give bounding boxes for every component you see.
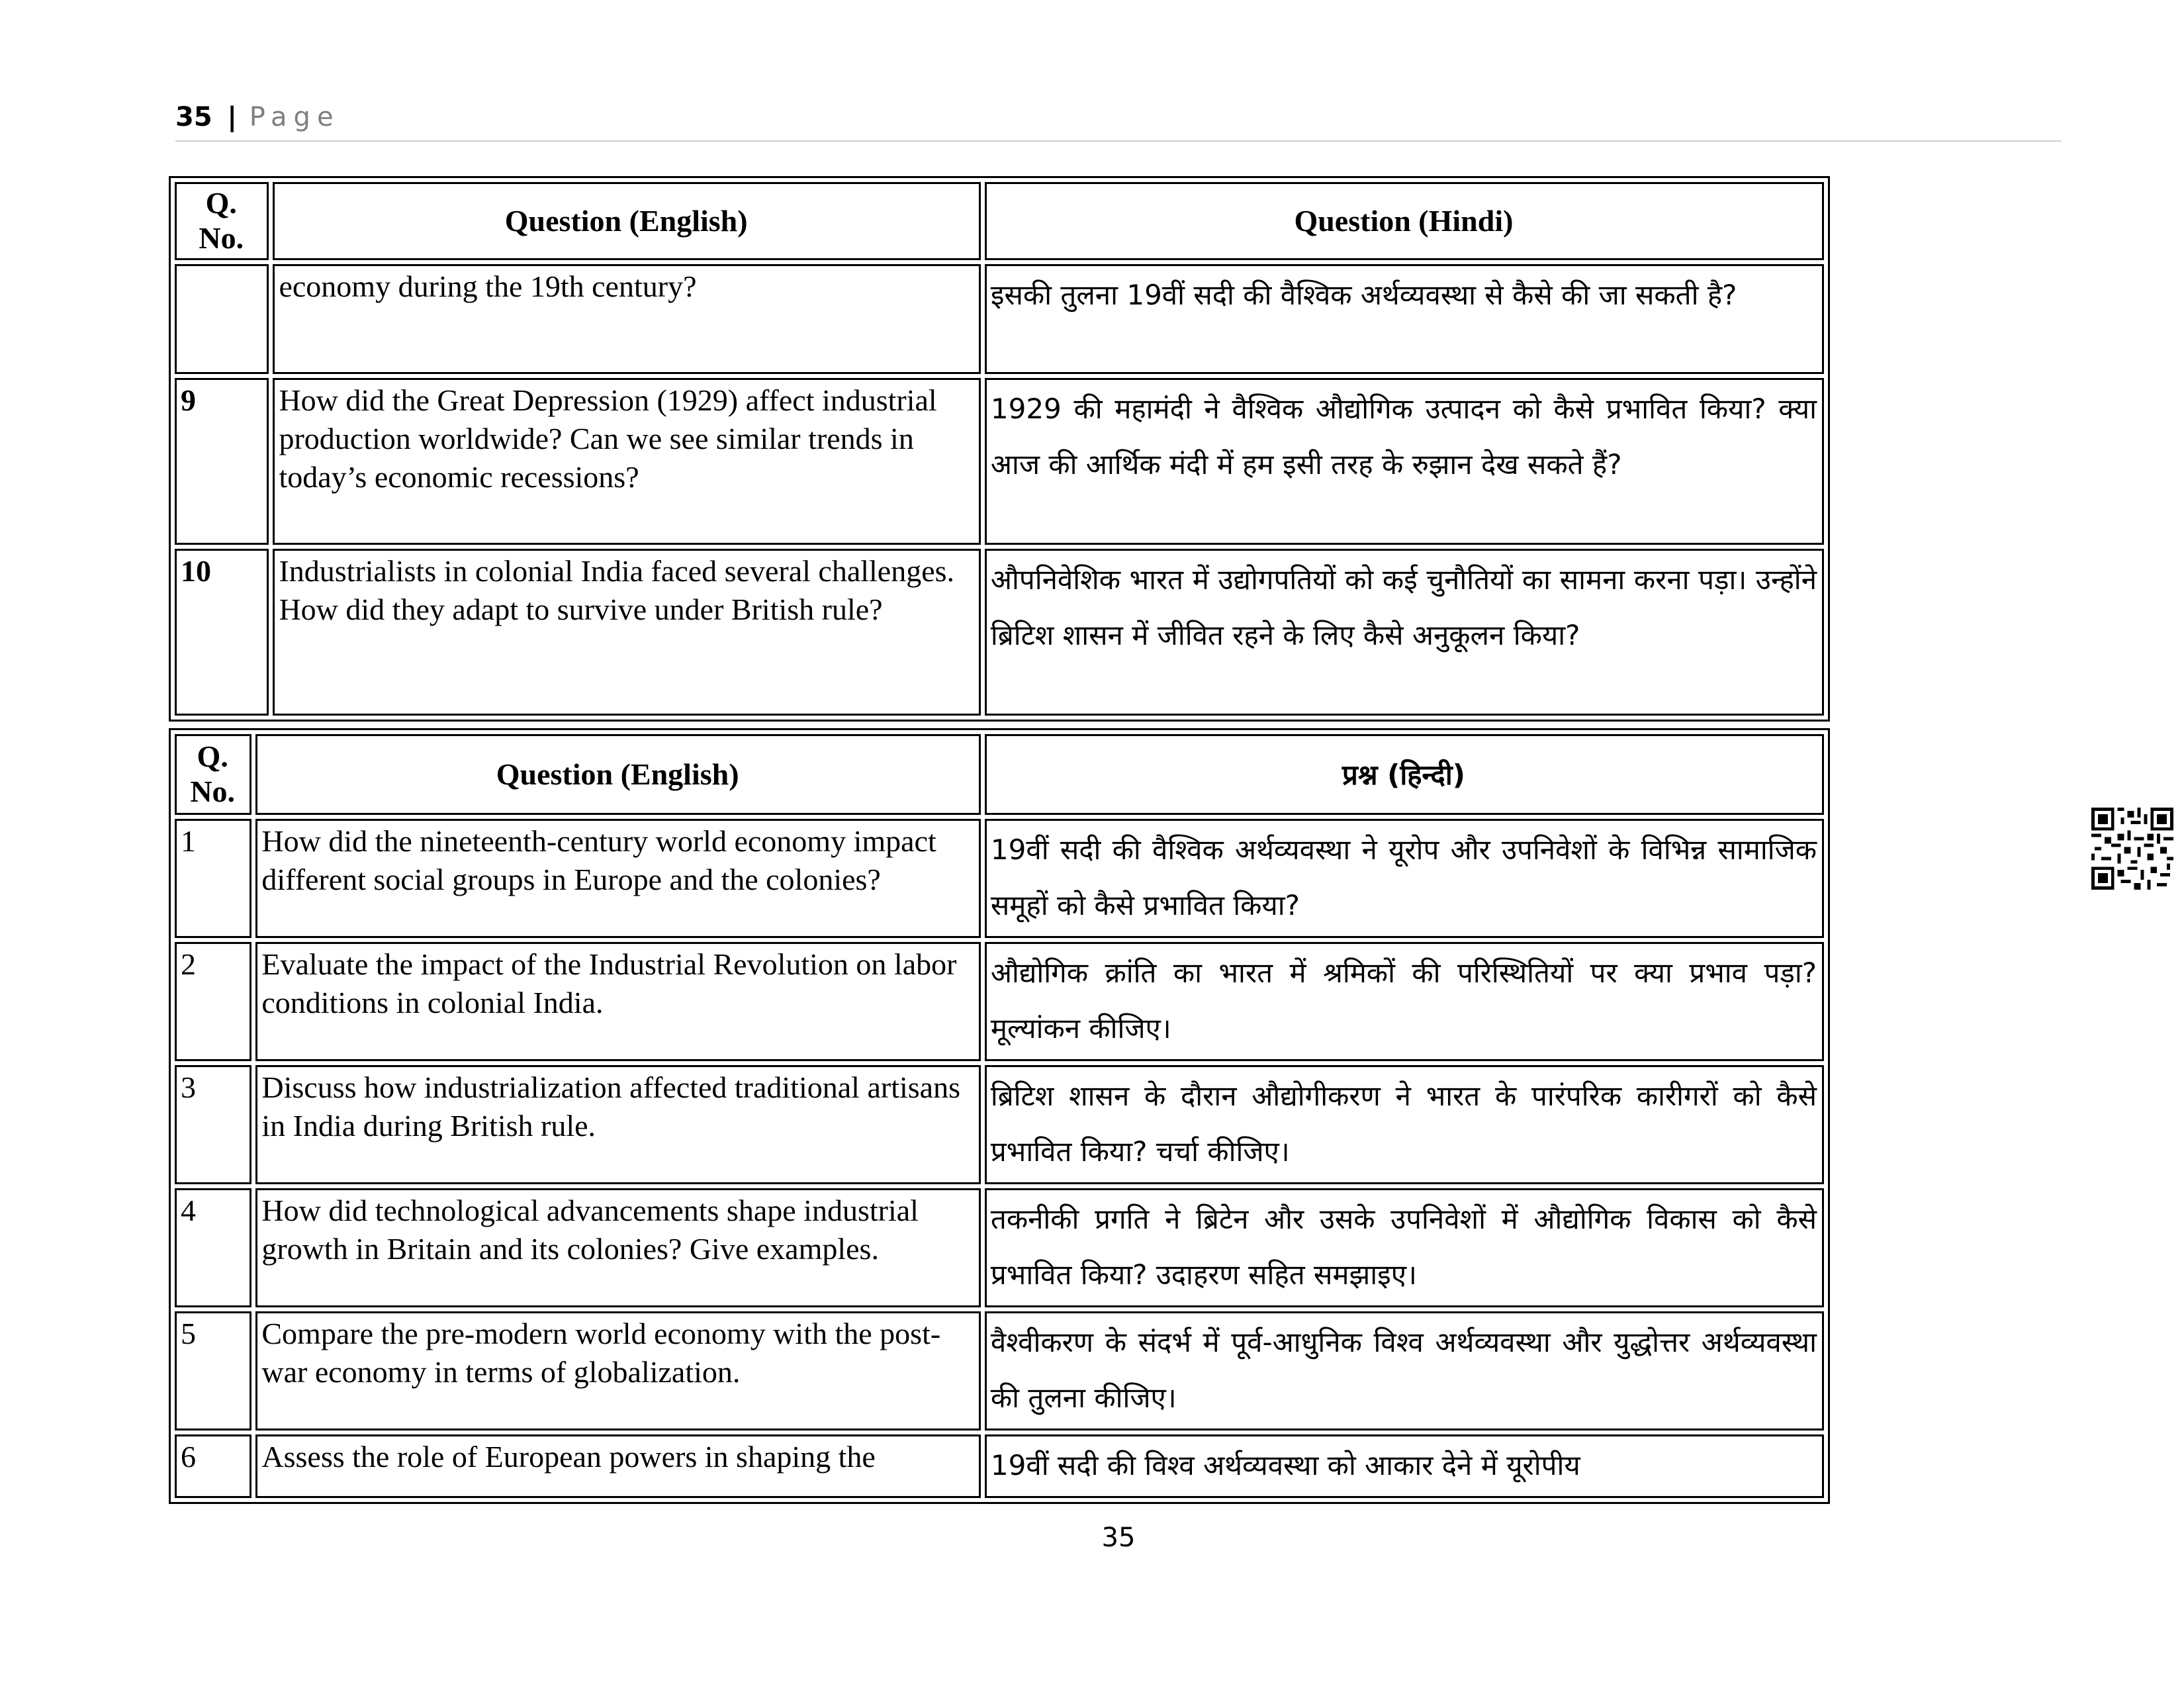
table-row: [175, 942, 1824, 1061]
question-hindi: तकनीकी प्रगति ने ब्रिटेन और उसके उपनिवेशों में औद्योगिक विकास को कैसे प्रभावित किया? उदाहरण सहित समझाइए।: [985, 1188, 1824, 1307]
header-qno: Q. No.: [175, 182, 269, 260]
page-footer-number: 35: [1101, 1523, 1136, 1553]
table-row: [175, 264, 1824, 374]
header-page-word: Page: [249, 102, 340, 132]
question-hindi: औद्योगिक क्रांति का भारत में श्रमिकों की परिस्थितियों पर क्या प्रभाव पड़ा? मूल्यांकन कीजिए।: [985, 942, 1824, 1061]
question-english: Compare the pre-modern world economy with the post-war economy in terms of globalization.: [255, 1311, 981, 1430]
table-row: [175, 549, 1824, 716]
header-question-english: Question (English): [273, 182, 980, 260]
table-row: [175, 1065, 1824, 1184]
header-question-hindi: Question (Hindi): [985, 182, 1824, 260]
question-number: 6: [175, 1434, 251, 1498]
question-number: 2: [175, 942, 251, 1061]
question-english: Evaluate the impact of the Industrial Revolution on labor conditions in colonial India.: [255, 942, 981, 1061]
header-question-english: Question (English): [255, 734, 981, 815]
question-table: [169, 728, 1830, 1504]
question-number: [175, 264, 269, 374]
question-english: Discuss how industrialization affected traditional artisans in India during British rule.: [255, 1065, 981, 1184]
question-hindi: 19वीं सदी की वैश्विक अर्थव्यवस्था ने यूरोप और उपनिवेशों के विभिन्न सामाजिक समूहों को कैसे प्रभावित किया?: [985, 819, 1824, 938]
question-number: 10: [175, 549, 269, 716]
qr-code: [2091, 808, 2173, 890]
question-english: Industrialists in colonial India faced several challenges. How did they adapt to survive under British rule?: [273, 549, 980, 716]
question-hindi: 1929 की महामंदी ने वैश्विक औद्योगिक उत्पादन को कैसे प्रभावित किया? क्या आज की आर्थिक मंदी में हम इसी तरह के रुझान देख सकते हैं?: [985, 378, 1824, 545]
page-header: [175, 98, 2062, 142]
header-separator: |: [227, 102, 237, 132]
table-header-row: [175, 734, 1824, 815]
question-hindi: औपनिवेशिक भारत में उद्योगपतियों को कई चुनौतियों का सामना करना पड़ा। उन्होंने ब्रिटिश शासन में जीवित रहने के लिए कैसे अनुकूलन किया?: [985, 549, 1824, 716]
question-english: Assess the role of European powers in shaping the: [255, 1434, 981, 1498]
question-english: How did technological advancements shape industrial growth in Britain and its colonies? Give examples.: [255, 1188, 981, 1307]
table-row: [175, 1311, 1824, 1430]
question-english: How did the Great Depression (1929) affect industrial production worldwide? Can we see similar trends in today’s economic recessions?: [273, 378, 980, 545]
question-english: How did the nineteenth-century world economy impact different social groups in Europe and the colonies?: [255, 819, 981, 938]
question-hindi: ब्रिटिश शासन के दौरान औद्योगीकरण ने भारत के पारंपरिक कारीगरों को कैसे प्रभावित किया? चर्चा कीजिए।: [985, 1065, 1824, 1184]
question-hindi: 19वीं सदी की विश्व अर्थव्यवस्था को आकार देने में यूरोपीय: [985, 1434, 1824, 1498]
table-row: [175, 378, 1824, 545]
table-row: [175, 1188, 1824, 1307]
table-row: [175, 819, 1824, 938]
question-number: 4: [175, 1188, 251, 1307]
question-number: 1: [175, 819, 251, 938]
table-header-row: [175, 182, 1824, 260]
question-number: 9: [175, 378, 269, 545]
question-number: 5: [175, 1311, 251, 1430]
question-hindi: वैश्वीकरण के संदर्भ में पूर्व-आधुनिक विश्व अर्थव्यवस्था और युद्धोत्तर अर्थव्यवस्था की तुलना कीजिए।: [985, 1311, 1824, 1430]
question-hindi: इसकी तुलना 19वीं सदी की वैश्विक अर्थव्यवस्था से कैसे की जा सकती है?: [985, 264, 1824, 374]
header-qno: Q. No.: [175, 734, 251, 815]
header-page-number: 35: [175, 102, 212, 132]
table-row: [175, 1434, 1824, 1498]
question-table-continued: [169, 176, 1830, 722]
header-question-hindi: प्रश्न (हिन्दी): [985, 734, 1824, 815]
question-number: 3: [175, 1065, 251, 1184]
question-english: economy during the 19th century?: [273, 264, 980, 374]
